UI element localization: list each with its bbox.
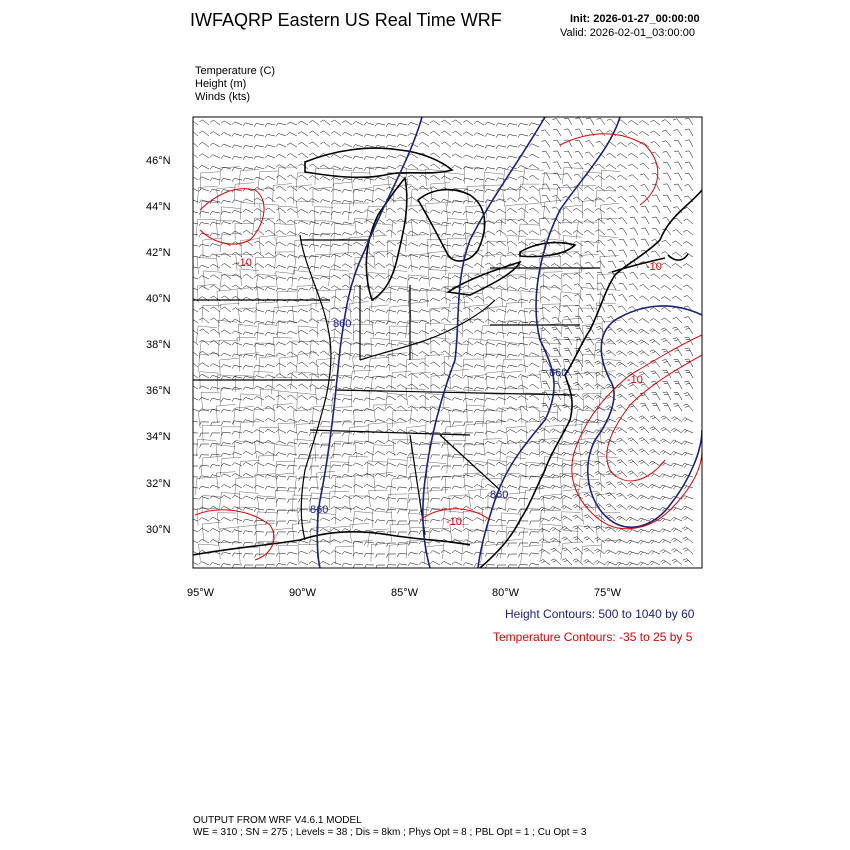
lake-ontario bbox=[520, 243, 575, 257]
wind-barbs bbox=[188, 118, 693, 569]
temperature-label: -10 bbox=[646, 261, 662, 273]
lat-tick-label: 44°N bbox=[146, 201, 171, 213]
lon-tick-label: 80°W bbox=[492, 587, 520, 599]
height-label: 860 bbox=[490, 489, 509, 501]
lake-huron bbox=[418, 190, 485, 261]
cape-cod bbox=[668, 254, 688, 260]
lat-tick-label: 30°N bbox=[146, 524, 171, 536]
lat-tick-label: 34°N bbox=[146, 431, 171, 443]
lon-axis bbox=[187, 587, 622, 599]
lat-tick-label: 42°N bbox=[146, 247, 171, 259]
lat-tick-label: 32°N bbox=[146, 478, 171, 490]
temp-contour-ne bbox=[560, 134, 658, 205]
temperature-label: -10 bbox=[446, 516, 462, 528]
gulf-coast bbox=[193, 532, 470, 555]
lat-tick-label: 36°N bbox=[146, 385, 171, 397]
lat-tick-label: 40°N bbox=[146, 293, 171, 305]
boundary-tn-south bbox=[310, 430, 470, 435]
field-temperature: Temperature (C) bbox=[195, 65, 276, 77]
init-time: Init: 2026-01-27_00:00:00 bbox=[570, 13, 700, 25]
boundary-ga-sc bbox=[440, 435, 500, 490]
lon-tick-label: 95°W bbox=[187, 587, 215, 599]
temperature-contours bbox=[195, 134, 702, 560]
map-title: IWFAQRP Eastern US Real Time WRF bbox=[190, 10, 502, 30]
county-grid bbox=[195, 167, 621, 564]
boundary-mississippi-river bbox=[300, 235, 331, 540]
height-label: 860 bbox=[333, 318, 352, 330]
temperature-label: -10 bbox=[627, 374, 643, 386]
lat-tick-label: 46°N bbox=[146, 155, 171, 167]
lon-tick-label: 75°W bbox=[594, 587, 622, 599]
lon-tick-label: 90°W bbox=[289, 587, 317, 599]
field-height: Height (m) bbox=[195, 78, 247, 90]
county-boundaries bbox=[195, 167, 621, 564]
field-winds: Winds (kts) bbox=[195, 91, 250, 103]
model-config-info: WE = 310 ; SN = 275 ; Levels = 38 ; Dis = 8km ; Phys Opt = 8 ; PBL Opt = 1 ; Cu Opt = 3 bbox=[193, 827, 587, 838]
temperature-contour-legend: Temperature Contours: -35 to 25 by 5 bbox=[493, 630, 693, 644]
temperature-label: -10 bbox=[236, 257, 252, 269]
valid-time: Valid: 2026-02-01_03:00:00 bbox=[560, 27, 695, 39]
lat-tick-label: 38°N bbox=[146, 339, 171, 351]
map-frame bbox=[193, 117, 702, 568]
height-contour-legend: Height Contours: 500 to 1040 by 60 bbox=[505, 607, 695, 621]
great-lakes bbox=[305, 148, 575, 300]
lat-axis bbox=[146, 155, 171, 536]
height-label: 860 bbox=[549, 367, 568, 379]
height-label: 860 bbox=[310, 504, 329, 516]
lon-tick-label: 85°W bbox=[391, 587, 419, 599]
model-output-info: OUTPUT FROM WRF V4.6.1 MODEL bbox=[193, 815, 362, 826]
wind-barb-field bbox=[188, 118, 693, 569]
lake-superior bbox=[305, 148, 452, 177]
lake-michigan bbox=[366, 178, 407, 300]
